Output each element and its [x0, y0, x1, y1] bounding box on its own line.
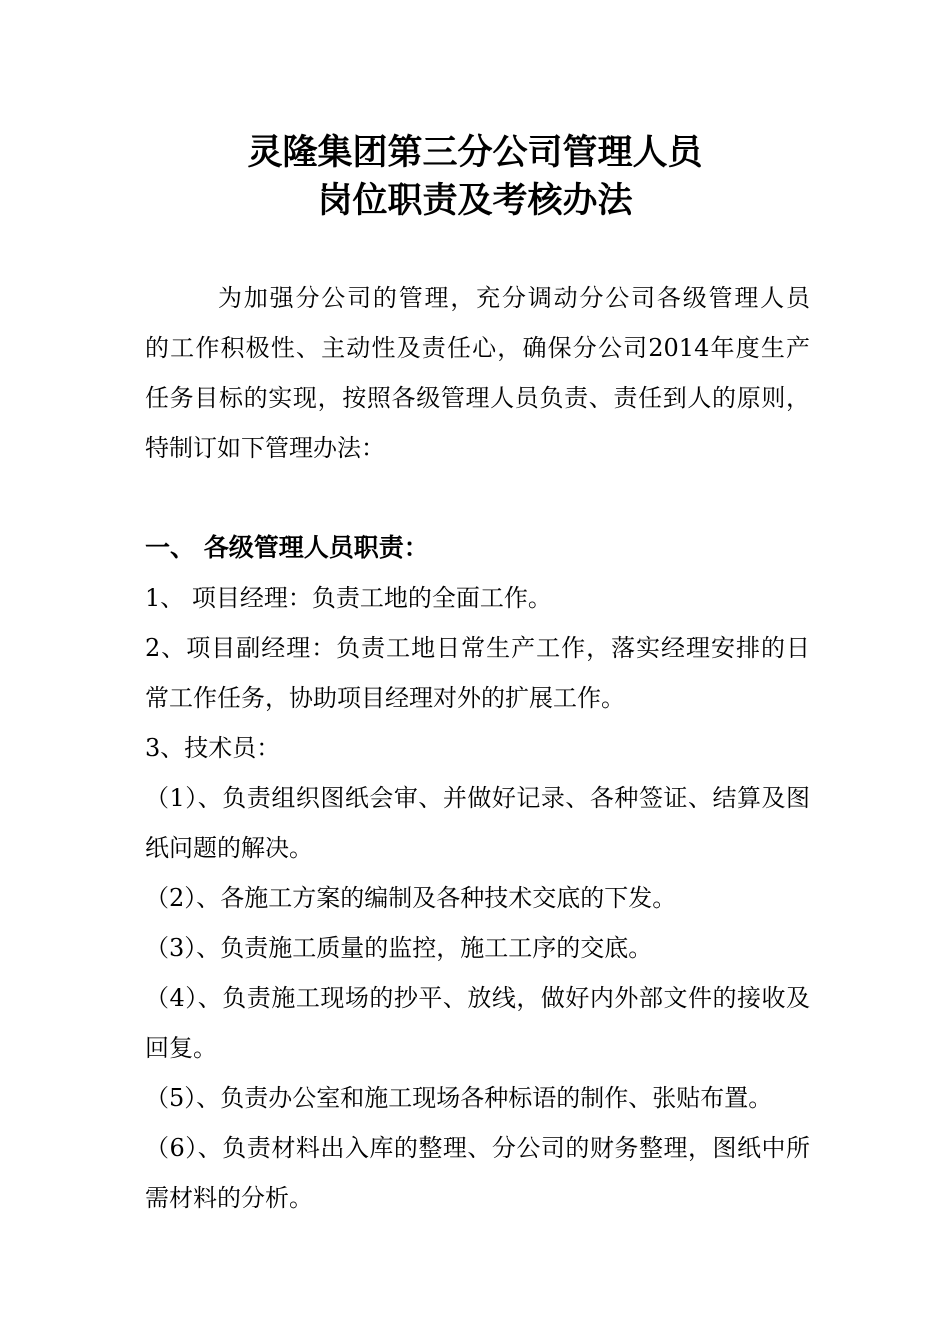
sub-item-4-line-1: （4）、负责施工现场的抄平、放线，做好内外部文件的接收及	[145, 984, 810, 1012]
sub-item-2: （2）、各施工方案的编制及各种技术交底的下发。	[145, 884, 677, 912]
item-technician: 3、技术员：	[145, 734, 281, 762]
item-deputy-manager-line-2: 常工作任务，协助项目经理对外的扩展工作。	[145, 684, 625, 712]
intro-line-4: 特制订如下管理办法：	[145, 434, 385, 462]
sub-item-4-line-2: 回复。	[145, 1034, 217, 1062]
intro-line-1: 为加强分公司的管理，充分调动分公司各级管理人员	[218, 284, 810, 312]
sub-item-1-line-1: （1）、负责组织图纸会审、并做好记录、各种签证、结算及图	[145, 784, 810, 812]
intro-line-2: 的工作积极性、主动性及责任心，确保分公司2014年度生产	[145, 334, 810, 362]
item-deputy-manager-line-1: 2、项目副经理：负责工地日常生产工作，落实经理安排的日	[145, 634, 810, 662]
item-project-manager: 1、 项目经理：负责工地的全面工作。	[145, 584, 552, 612]
document-title-line2: 岗位职责及考核办法	[317, 181, 633, 221]
document-title-line1: 灵隆集团第三分公司管理人员	[247, 133, 703, 173]
intro-line-3: 任务目标的实现，按照各级管理人员负责、责任到人的原则，	[145, 384, 810, 412]
section-heading-1: 一、 各级管理人员职责：	[145, 533, 429, 562]
sub-item-1-line-2: 纸问题的解决。	[145, 834, 313, 862]
sub-item-5: （5）、负责办公室和施工现场各种标语的制作、张贴布置。	[145, 1084, 773, 1112]
sub-item-3: （3）、负责施工质量的监控，施工工序的交底。	[145, 934, 653, 962]
sub-item-6-line-1: （6）、负责材料出入库的整理、分公司的财务整理，图纸中所	[145, 1134, 810, 1162]
sub-item-6-line-2: 需材料的分析。	[145, 1184, 313, 1212]
